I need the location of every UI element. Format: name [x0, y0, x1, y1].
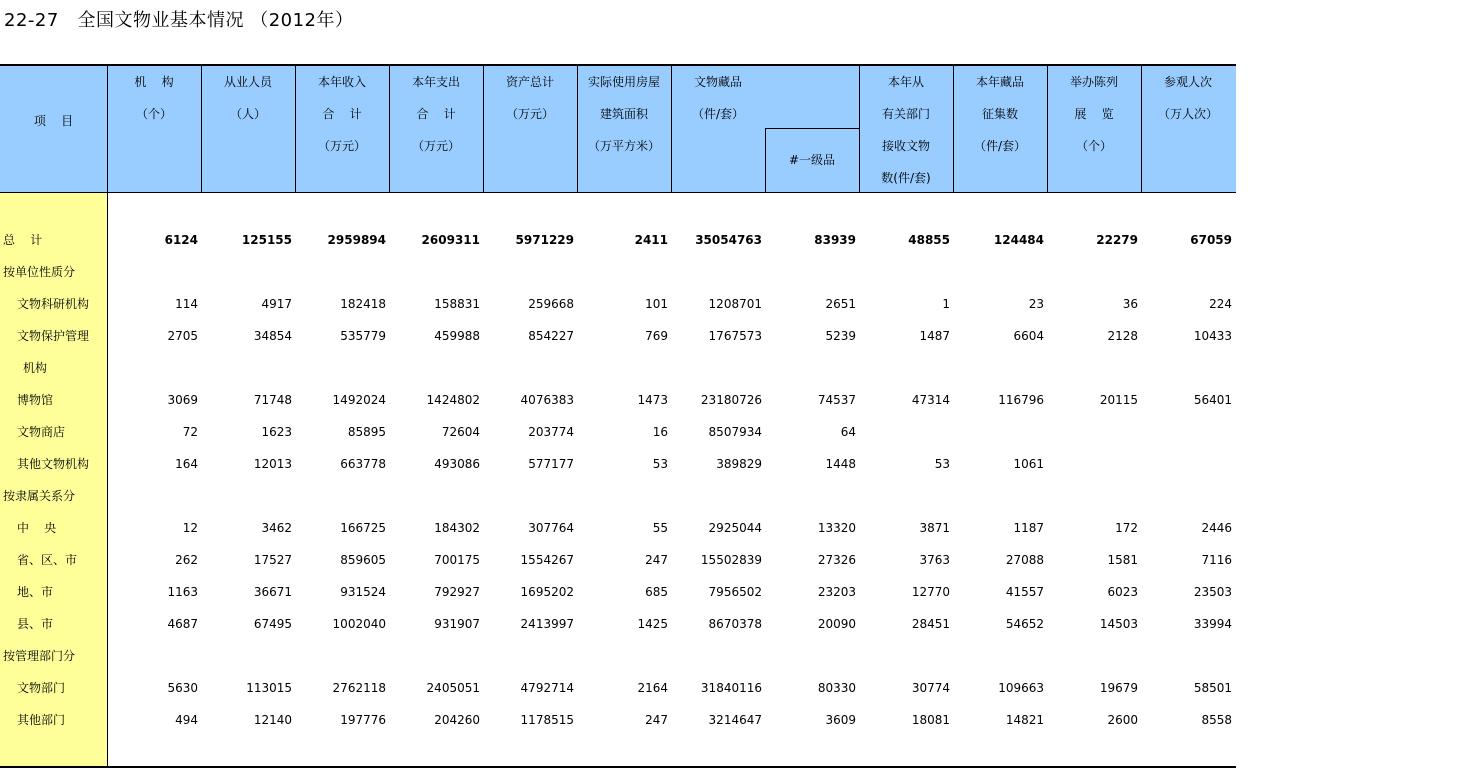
table-cell: 2405051	[426, 681, 480, 695]
table-cell: 67059	[1190, 233, 1232, 247]
table-cell: 14821	[1005, 713, 1044, 727]
column-header	[295, 66, 389, 162]
bottom-rule	[0, 766, 1236, 768]
page-title: 22-27 全国文物业基本情况 （2012年）	[4, 10, 354, 31]
table-cell: 12140	[253, 713, 292, 727]
column-header-line: （万元）	[317, 139, 366, 153]
table-cell: 158831	[434, 297, 480, 311]
table-cell: 33994	[1193, 617, 1232, 631]
table-cell: 2925044	[708, 521, 762, 535]
column-header	[765, 144, 859, 176]
table-row	[0, 256, 1236, 288]
column-header	[1047, 66, 1141, 162]
column-header-line: （人）	[229, 107, 266, 121]
table-cell: 172	[1115, 521, 1138, 535]
table-cell: 1425	[637, 617, 668, 631]
table-cell: 2959894	[327, 233, 386, 247]
table-cell: 14503	[1099, 617, 1138, 631]
table-cell: 2651	[825, 297, 856, 311]
column-header	[1141, 66, 1235, 130]
table-cell: 2164	[637, 681, 668, 695]
column-header	[483, 66, 577, 130]
table-cell: 685	[645, 585, 668, 599]
table-cell: 2762118	[332, 681, 386, 695]
column-header-line: 数(件/套)	[881, 171, 931, 185]
column-header-line: 本年藏品	[975, 75, 1024, 89]
row-label: 中 央	[17, 521, 57, 535]
column-header-line: 机 构	[134, 75, 174, 89]
table-cell: 1002040	[332, 617, 386, 631]
table-cell: 259668	[528, 297, 574, 311]
table-cell: 109663	[998, 681, 1044, 695]
table-cell: 18081	[911, 713, 950, 727]
table-cell: 80330	[817, 681, 856, 695]
row-label: 按管理部门分	[3, 649, 76, 663]
table-cell: 535779	[340, 329, 386, 343]
table-cell: 1767573	[708, 329, 762, 343]
table-cell: 1061	[1013, 457, 1044, 471]
table-cell: 1623	[261, 425, 292, 439]
table-cell: 8670378	[708, 617, 762, 631]
table-cell: 19679	[1099, 681, 1138, 695]
table-cell: 7116	[1201, 553, 1232, 567]
row-label: 按单位性质分	[3, 265, 76, 279]
table-row	[0, 576, 1236, 608]
table-cell: 23	[1028, 297, 1044, 311]
table-row	[0, 352, 1236, 384]
table-cell: 27326	[817, 553, 856, 567]
column-header-line: 建筑面积	[599, 107, 648, 121]
table-cell: 23203	[817, 585, 856, 599]
row-label: 其他部门	[17, 713, 66, 727]
table-cell: 23503	[1193, 585, 1232, 599]
table-cell: 854227	[528, 329, 574, 343]
table-cell: 16	[652, 425, 668, 439]
column-header-line: 资产总计	[505, 75, 554, 89]
table-row	[0, 672, 1236, 704]
column-header-line: （个）	[1075, 139, 1112, 153]
table-cell: 125155	[241, 233, 292, 247]
table-cell: 67495	[253, 617, 292, 631]
table-cell: 53	[652, 457, 668, 471]
table-cell: 262	[175, 553, 198, 567]
table-cell: 22279	[1096, 233, 1138, 247]
row-label: 县、市	[17, 617, 54, 631]
table-cell: 931907	[434, 617, 480, 631]
table-cell: 41557	[1005, 585, 1044, 599]
table-cell: 12013	[253, 457, 292, 471]
row-label: 按隶属关系分	[3, 489, 76, 503]
table-row	[0, 224, 1236, 256]
table-cell: 663778	[340, 457, 386, 471]
table-cell: 15502839	[700, 553, 762, 567]
table-cell: 493086	[434, 457, 480, 471]
table-cell: 10433	[1193, 329, 1232, 343]
table-cell: 5630	[167, 681, 198, 695]
table-cell: 2413997	[520, 617, 574, 631]
table-cell: 27088	[1005, 553, 1044, 567]
statistics-table	[0, 64, 1236, 769]
table-cell: 6124	[164, 233, 198, 247]
table-cell: 64	[840, 425, 856, 439]
column-header-line: 本年支出	[411, 75, 460, 89]
table-cell: 7956502	[708, 585, 762, 599]
table-cell: 36	[1122, 297, 1138, 311]
table-row	[0, 480, 1236, 512]
table-cell: 54652	[1005, 617, 1044, 631]
table-cell: 3763	[919, 553, 950, 567]
table-cell: 71748	[253, 393, 292, 407]
column-header-line: （个）	[135, 107, 172, 121]
column-header-line: 文物藏品	[693, 75, 742, 89]
table-cell: 124484	[993, 233, 1044, 247]
table-cell: 1187	[1013, 521, 1044, 535]
table-cell: 3609	[825, 713, 856, 727]
table-cell: 700175	[434, 553, 480, 567]
table-cell: 1492024	[332, 393, 386, 407]
table-cell: 1178515	[520, 713, 574, 727]
table-cell: 769	[645, 329, 668, 343]
table-cell: 1163	[167, 585, 198, 599]
table-cell: 224	[1209, 297, 1232, 311]
table-cell: 20115	[1099, 393, 1138, 407]
row-label: 文物商店	[17, 425, 66, 439]
table-cell: 53	[934, 457, 950, 471]
table-cell: 3462	[261, 521, 292, 535]
stub-header: 项 目	[33, 114, 74, 128]
table-cell: 36671	[253, 585, 292, 599]
table-row	[0, 704, 1236, 736]
table-cell: 72	[182, 425, 198, 439]
table-cell: 8558	[1201, 713, 1232, 727]
table-cell: 1424802	[426, 393, 480, 407]
row-label: 文物科研机构	[17, 297, 90, 311]
column-header	[389, 66, 483, 162]
table-cell: 47314	[911, 393, 950, 407]
table-cell: 101	[645, 297, 668, 311]
column-header-line: 本年从	[887, 75, 924, 89]
table-cell: 2600	[1107, 713, 1138, 727]
table-cell: 28451	[911, 617, 950, 631]
table-cell: 197776	[340, 713, 386, 727]
column-header-line: 从业人员	[223, 75, 272, 89]
column-header-line: 征集数	[981, 107, 1018, 121]
table-cell: 182418	[340, 297, 386, 311]
table-cell: 23180726	[700, 393, 762, 407]
column-header-line: 参观人次	[1163, 75, 1212, 89]
table-cell: 31840116	[700, 681, 762, 695]
table-cell: 2411	[634, 233, 668, 247]
table-cell: 2705	[167, 329, 198, 343]
column-header-line: 合 计	[416, 107, 456, 121]
column-header	[953, 66, 1047, 162]
table-cell: 48855	[908, 233, 950, 247]
table-cell: 1473	[637, 393, 668, 407]
table-row	[0, 288, 1236, 320]
column-header-line: （件/套）	[691, 107, 745, 121]
table-cell: 203774	[528, 425, 574, 439]
column-header-line: 有关部门	[881, 107, 930, 121]
column-header-line: （万元）	[411, 139, 460, 153]
table-cell: 1695202	[520, 585, 574, 599]
table-cell: 20090	[817, 617, 856, 631]
table-row	[0, 608, 1236, 640]
table-cell: 247	[645, 713, 668, 727]
table-row	[0, 640, 1236, 672]
table-cell: 34854	[253, 329, 292, 343]
subheader-rule	[765, 128, 859, 129]
column-header-line: （万元）	[505, 107, 554, 121]
table-cell: 184302	[434, 521, 480, 535]
table-cell: 204260	[434, 713, 480, 727]
table-cell: 85895	[347, 425, 386, 439]
column-header-line: #一级品	[788, 153, 836, 167]
header-rule	[0, 192, 1236, 193]
table-row	[0, 544, 1236, 576]
table-cell: 4076383	[520, 393, 574, 407]
column-header-line: 举办陈列	[1069, 75, 1118, 89]
table-cell: 4917	[261, 297, 292, 311]
row-label: 其他文物机构	[17, 457, 90, 471]
row-label: 机构	[23, 361, 48, 375]
table-cell: 13320	[817, 521, 856, 535]
table-row	[0, 512, 1236, 544]
column-header-line: （万人次）	[1157, 107, 1218, 121]
table-cell: 2128	[1107, 329, 1138, 343]
column-header	[671, 66, 765, 130]
table-cell: 1	[942, 297, 950, 311]
table-row	[0, 320, 1236, 352]
table-cell: 116796	[998, 393, 1044, 407]
table-cell: 859605	[340, 553, 386, 567]
table-cell: 1581	[1107, 553, 1138, 567]
table-cell: 55	[652, 521, 668, 535]
column-header-line: 合 计	[322, 107, 362, 121]
row-label: 地、市	[17, 585, 54, 599]
table-row	[0, 416, 1236, 448]
table-cell: 2446	[1201, 521, 1232, 535]
table-cell: 30774	[911, 681, 950, 695]
table-cell: 577177	[528, 457, 574, 471]
column-header	[859, 66, 953, 194]
table-cell: 166725	[340, 521, 386, 535]
column-header-line: （件/套）	[973, 139, 1027, 153]
table-cell: 389829	[716, 457, 762, 471]
column-header-line: （万平方米）	[587, 139, 660, 153]
table-cell: 12	[182, 521, 198, 535]
table-cell: 4687	[167, 617, 198, 631]
table-cell: 72604	[441, 425, 480, 439]
table-cell: 1487	[919, 329, 950, 343]
column-header-line: 展 览	[1074, 107, 1114, 121]
table-cell: 1208701	[708, 297, 762, 311]
table-cell: 8507934	[708, 425, 762, 439]
table-row	[0, 448, 1236, 480]
row-label: 总 计	[3, 233, 43, 247]
column-header-line: 接收文物	[881, 139, 930, 153]
row-label: 文物保护管理	[17, 329, 90, 343]
table-cell: 1448	[825, 457, 856, 471]
table-cell: 4792714	[520, 681, 574, 695]
table-cell: 307764	[528, 521, 574, 535]
row-label: 文物部门	[17, 681, 66, 695]
table-cell: 56401	[1193, 393, 1232, 407]
table-cell: 35054763	[695, 233, 762, 247]
table-cell: 931524	[340, 585, 386, 599]
row-label: 博物馆	[17, 393, 54, 407]
table-cell: 247	[645, 553, 668, 567]
table-cell: 3069	[167, 393, 198, 407]
column-header-line: 实际使用房屋	[587, 75, 660, 89]
table-cell: 17527	[253, 553, 292, 567]
row-label: 省、区、市	[17, 553, 78, 567]
column-header	[107, 66, 201, 130]
table-cell: 6604	[1013, 329, 1044, 343]
table-row	[0, 384, 1236, 416]
table-cell: 5239	[825, 329, 856, 343]
table-cell: 6023	[1107, 585, 1138, 599]
table-cell: 3214647	[708, 713, 762, 727]
table-cell: 83939	[814, 233, 856, 247]
table-cell: 792927	[434, 585, 480, 599]
table-cell: 1554267	[520, 553, 574, 567]
table-cell: 114	[175, 297, 198, 311]
table-cell: 12770	[911, 585, 950, 599]
table-cell: 113015	[246, 681, 292, 695]
table-cell: 74537	[817, 393, 856, 407]
table-cell: 459988	[434, 329, 480, 343]
table-cell: 164	[175, 457, 198, 471]
table-cell: 58501	[1193, 681, 1232, 695]
table-cell: 3871	[919, 521, 950, 535]
table-cell: 5971229	[515, 233, 574, 247]
table-cell: 494	[175, 713, 198, 727]
column-header	[201, 66, 295, 130]
column-header	[577, 66, 671, 162]
table-cell: 2609311	[421, 233, 480, 247]
column-header-line: 本年收入	[317, 75, 366, 89]
